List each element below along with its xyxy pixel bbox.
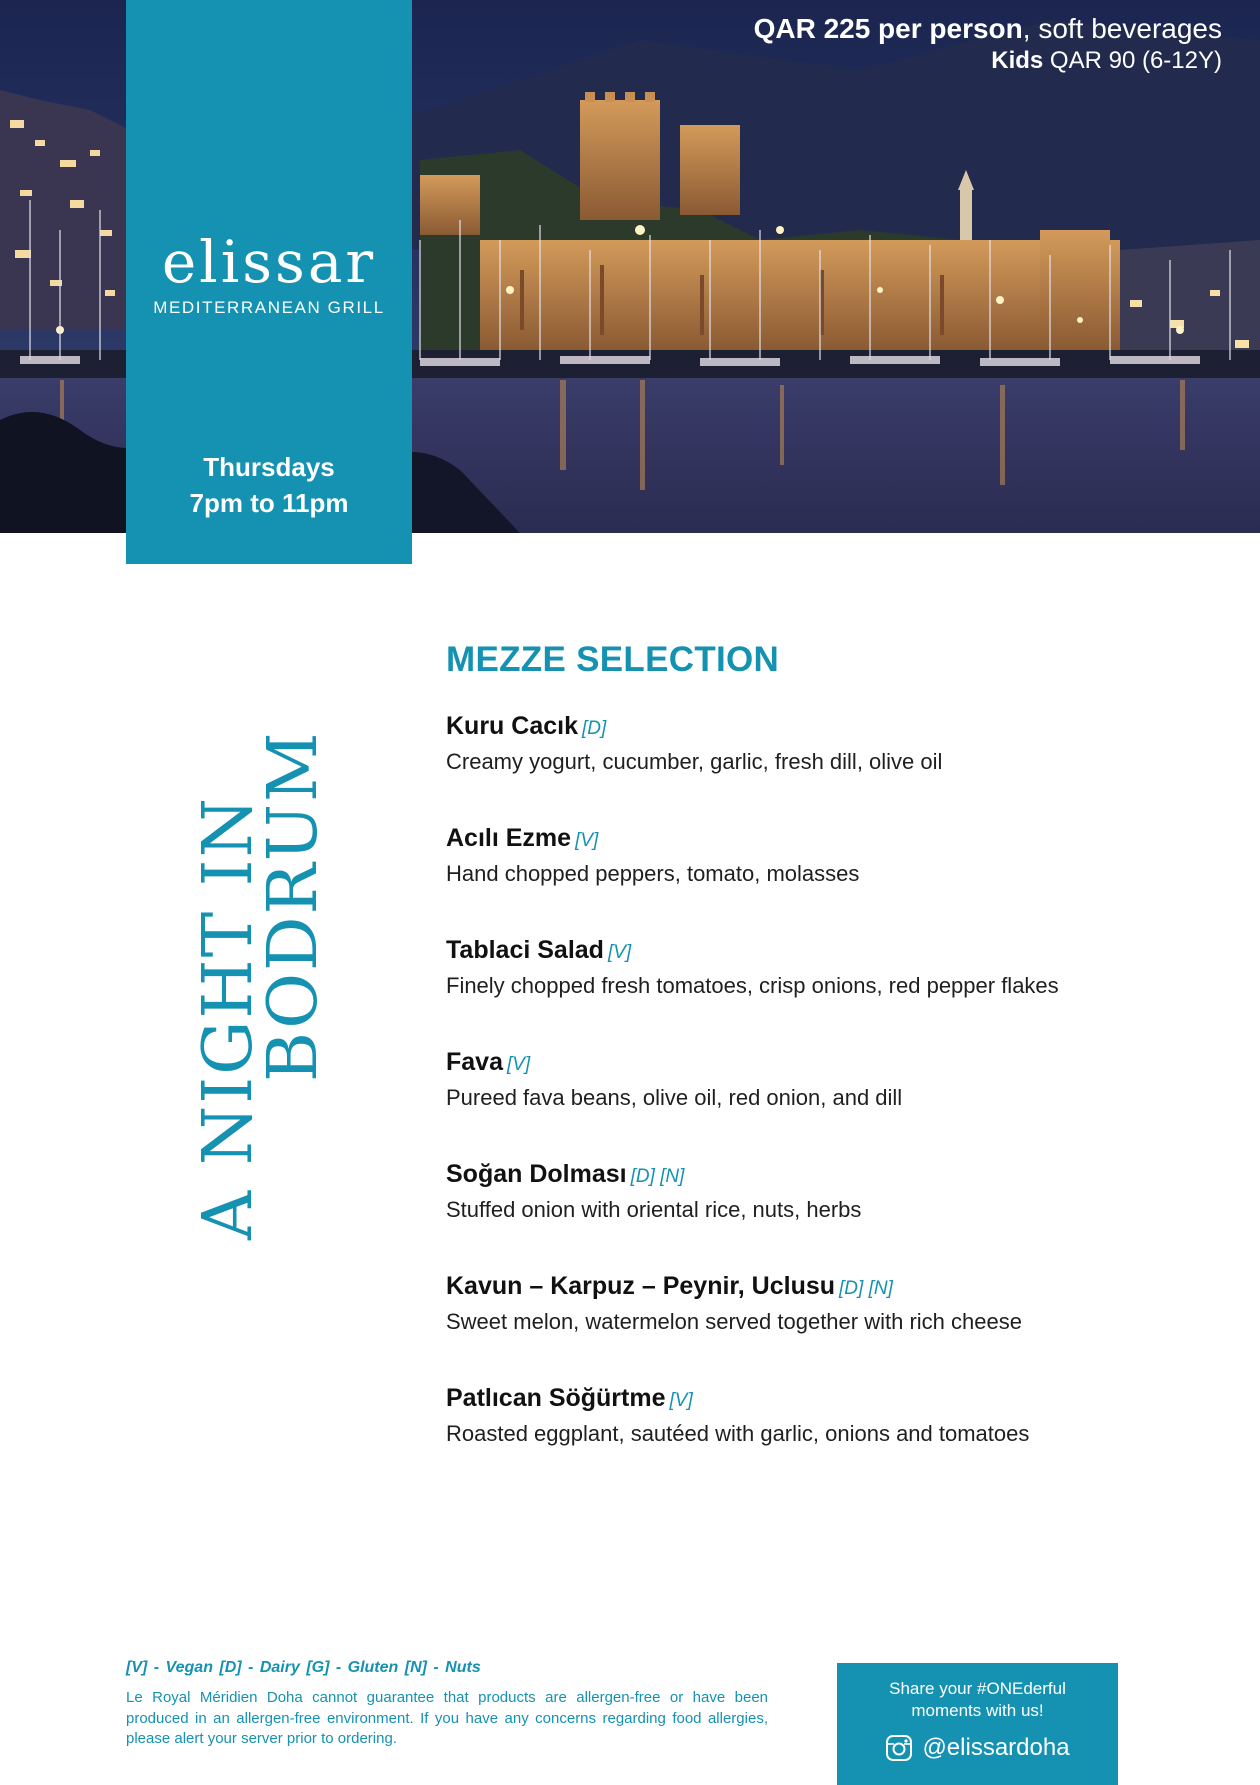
- menu-item-tags: [D]: [581, 718, 607, 739]
- brand-tagline: MEDITERRANEAN GRILL: [153, 298, 385, 317]
- event-title: [189, 640, 346, 1240]
- event-day: Thursdays: [203, 452, 335, 482]
- menu-section: [446, 640, 1206, 1496]
- menu-item-name: Tablaci Salad: [446, 936, 604, 964]
- event-title-line-2: BODRUM: [254, 730, 334, 1082]
- elissar-logo: elissar: [161, 228, 377, 296]
- social-handle-row[interactable]: [837, 1734, 1118, 1762]
- menu-item-name: Patlıcan Söğürtme: [446, 1384, 666, 1412]
- menu-item-description: Stuffed onion with oriental rice, nuts, herbs: [446, 1197, 862, 1222]
- menu-item-description: Finely chopped fresh tomatoes, crisp onions, red pepper flakes: [446, 973, 1059, 998]
- social-handle[interactable]: @elissardoha: [922, 1734, 1070, 1762]
- share-message: [837, 1678, 1118, 1722]
- pricing-info: [754, 12, 1222, 75]
- menu-item: [446, 824, 1206, 936]
- menu-item-name: Acılı Ezme: [446, 824, 572, 852]
- adult-price-line: [754, 12, 1222, 46]
- adult-price-suffix: , soft beverages: [1022, 13, 1222, 44]
- menu-item: [446, 1272, 1206, 1384]
- share-message-line-2: moments with us!: [911, 1701, 1044, 1721]
- menu-item-description: Hand chopped peppers, tomato, molasses: [446, 861, 860, 886]
- menu-item-description: Creamy yogurt, cucumber, garlic, fresh dill, olive oil: [446, 749, 943, 774]
- menu-item-description: Pureed fava beans, olive oil, red onion, and dill: [446, 1085, 903, 1110]
- kids-price: QAR 90 (6-12Y): [1049, 47, 1222, 75]
- menu-item-name: Kuru Cacık: [446, 712, 578, 740]
- adult-price: QAR 225 per person: [753, 13, 1023, 44]
- menu-item-tags: [D] [N]: [839, 1278, 893, 1299]
- menu-item-name: Kavun – Karpuz – Peynir, Uclusu: [446, 1272, 836, 1300]
- menu-item-tags: [V]: [669, 1390, 693, 1411]
- menu-item-tags: [V]: [575, 830, 599, 851]
- menu-item: [446, 1384, 1206, 1496]
- event-hours: 7pm to 11pm: [189, 487, 349, 518]
- menu-item-description: Sweet melon, watermelon served together with rich cheese: [446, 1309, 1022, 1334]
- kids-price-line: [754, 46, 1222, 75]
- instagram-icon: [885, 1734, 913, 1762]
- event-title-line-1: A NIGHT IN: [189, 795, 268, 1240]
- share-message-line-1: Share your #ONEderful: [889, 1679, 1066, 1698]
- menu-item-description: Roasted eggplant, sautéed with garlic, onions and tomatoes: [446, 1421, 1030, 1446]
- menu-item-name: Soğan Dolması: [446, 1160, 627, 1188]
- menu-item: [446, 1048, 1206, 1160]
- dietary-legend: [V] - Vegan [D] - Dairy [G] - Gluten [N] - Nuts: [126, 1659, 481, 1676]
- menu-item: [446, 936, 1206, 1048]
- menu-heading: MEZZE SELECTION: [446, 640, 780, 679]
- social-share-box: [837, 1663, 1118, 1785]
- menu-item-tags: [D] [N]: [630, 1166, 685, 1187]
- menu-item: [446, 712, 1206, 824]
- menu-item-name: Fava: [446, 1048, 503, 1076]
- brand-block: [126, 0, 412, 564]
- menu-item: [446, 1160, 1206, 1272]
- menu-item-tags: [V]: [506, 1054, 531, 1075]
- allergen-disclaimer: Le Royal Méridien Doha cannot guarantee that products are allergen-free or have been produced in an allergen-free environment. If you have any concerns regarding food allergies, please alert your server prior to ordering.: [126, 1689, 768, 1748]
- menu-item-tags: [V]: [607, 942, 632, 963]
- kids-label: Kids: [991, 47, 1044, 75]
- event-schedule: [126, 450, 412, 522]
